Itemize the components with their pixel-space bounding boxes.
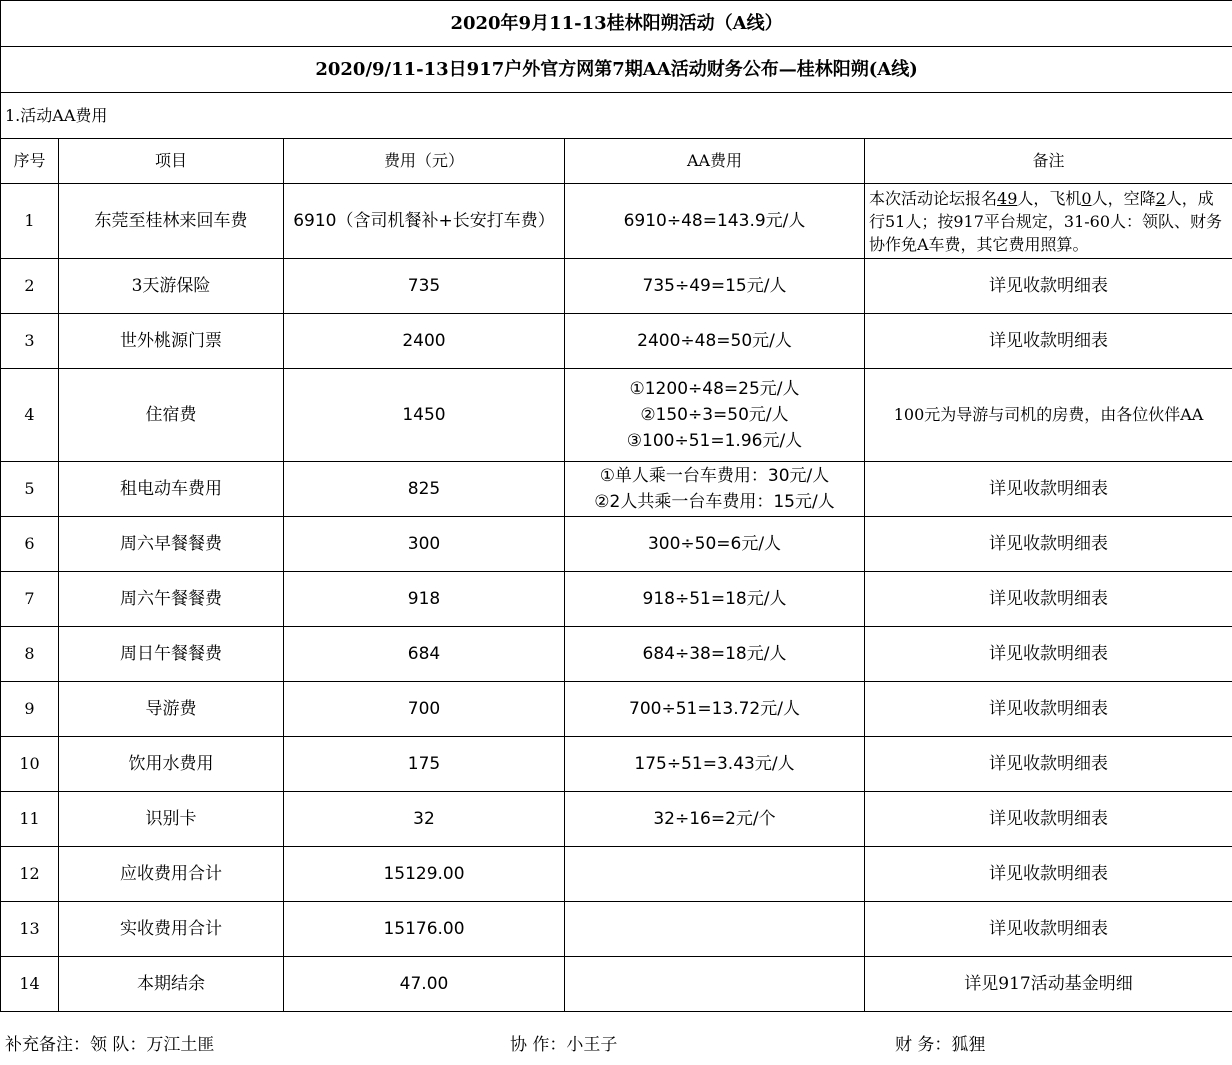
footer-notes <box>0 1018 1232 1065</box>
row-seq: 11 <box>1 792 59 847</box>
row-aa <box>565 259 865 314</box>
aa-line: 684÷38=18元/人 <box>642 644 787 664</box>
aa-line: 32÷16=2元/个 <box>653 809 776 829</box>
table-row <box>1 517 1232 572</box>
header-seq: 序号 <box>1 139 59 184</box>
row-item: 世外桃源门票 <box>59 314 284 369</box>
row-item: 导游费 <box>59 682 284 737</box>
row-seq: 14 <box>1 957 59 1012</box>
row-cost: 15129.00 <box>284 847 565 902</box>
row-seq: 1 <box>1 184 59 259</box>
header-cost: 费用（元） <box>284 139 565 184</box>
row-aa <box>565 572 865 627</box>
row-cost: 2400 <box>284 314 565 369</box>
row-seq: 3 <box>1 314 59 369</box>
table-row <box>1 572 1232 627</box>
row-aa <box>565 627 865 682</box>
row-note: 详见收款明细表 <box>865 314 1232 369</box>
row-item: 识别卡 <box>59 792 284 847</box>
footer-leader: 补充备注：领 队：万江土匪 <box>5 1035 215 1055</box>
table-row <box>1 682 1232 737</box>
header-item: 项目 <box>59 139 284 184</box>
row-item: 本期结余 <box>59 957 284 1012</box>
row-seq: 10 <box>1 737 59 792</box>
row-note: 详见收款明细表 <box>865 572 1232 627</box>
row-cost: 6910（含司机餐补+长安打车费） <box>284 184 565 259</box>
row-cost: 300 <box>284 517 565 572</box>
aa-line: 6910÷48=143.9元/人 <box>623 211 806 231</box>
table-row <box>1 792 1232 847</box>
plane-count: 0 <box>1081 188 1092 208</box>
row-note: 详见收款明细表 <box>865 737 1232 792</box>
row-cost: 918 <box>284 572 565 627</box>
aa-line: 300÷50=6元/人 <box>647 534 782 554</box>
aa-line: ③100÷51=1.96元/人 <box>626 431 803 451</box>
table-row <box>1 847 1232 902</box>
row-note: 详见收款明细表 <box>865 517 1232 572</box>
row-note <box>865 184 1232 259</box>
header-row <box>1 139 1232 184</box>
row-note: 详见收款明细表 <box>865 627 1232 682</box>
row-seq: 2 <box>1 259 59 314</box>
signup-count: 49 <box>997 188 1018 208</box>
aa-line: 735÷49=15元/人 <box>642 276 787 296</box>
table-row <box>1 627 1232 682</box>
table-row <box>1 314 1232 369</box>
row-seq: 9 <box>1 682 59 737</box>
table-row <box>1 184 1232 259</box>
row-aa <box>565 682 865 737</box>
aa-line: 2400÷48=50元/人 <box>637 331 792 351</box>
row-note: 详见收款明细表 <box>865 792 1232 847</box>
note-text: 人，成行51人；按917平台规定，31-60人：领队、财务协作免A车费，其它费用照算。 <box>869 188 1223 254</box>
row-seq: 13 <box>1 902 59 957</box>
row-aa <box>565 792 865 847</box>
sheet-subtitle: 2020/9/11-13日917户外官方网第7期AA活动财务公布—桂林阳朔(A线) <box>1 47 1232 93</box>
row-cost: 175 <box>284 737 565 792</box>
row-cost: 700 <box>284 682 565 737</box>
row-cost: 825 <box>284 462 565 517</box>
row-aa <box>565 517 865 572</box>
aa-line: 700÷51=13.72元/人 <box>629 699 800 719</box>
row-item: 3天游保险 <box>59 259 284 314</box>
aa-line: ①1200÷48=25元/人 <box>629 379 800 399</box>
row-note: 详见917活动基金明细 <box>865 957 1232 1012</box>
row-cost: 47.00 <box>284 957 565 1012</box>
footer-finance: 财 务：狐狸 <box>895 1035 986 1055</box>
row-aa <box>565 737 865 792</box>
table-row <box>1 957 1232 1012</box>
row-seq: 4 <box>1 369 59 462</box>
header-note: 备注 <box>865 139 1232 184</box>
row-seq: 5 <box>1 462 59 517</box>
row-item: 东莞至桂林来回车费 <box>59 184 284 259</box>
row-seq: 8 <box>1 627 59 682</box>
row-cost: 735 <box>284 259 565 314</box>
row-note: 详见收款明细表 <box>865 847 1232 902</box>
table-row <box>1 902 1232 957</box>
row-note: 详见收款明细表 <box>865 902 1232 957</box>
row-aa <box>565 462 865 517</box>
row-item: 周六早餐餐费 <box>59 517 284 572</box>
aa-line: ②2人共乘一台车费用：15元/人 <box>594 492 835 512</box>
aa-line: 175÷51=3.43元/人 <box>634 754 795 774</box>
row-note: 详见收款明细表 <box>865 259 1232 314</box>
row-seq: 7 <box>1 572 59 627</box>
row-cost: 15176.00 <box>284 902 565 957</box>
row-item: 租电动车费用 <box>59 462 284 517</box>
note-text: 人，飞机 <box>1017 188 1082 208</box>
row-aa <box>565 847 865 902</box>
row-aa <box>565 902 865 957</box>
aa-line: 918÷51=18元/人 <box>642 589 787 609</box>
row-item: 饮用水费用 <box>59 737 284 792</box>
row-item: 实收费用合计 <box>59 902 284 957</box>
drop-count: 2 <box>1155 188 1166 208</box>
row-note: 详见收款明细表 <box>865 682 1232 737</box>
row-aa <box>565 184 865 259</box>
row-seq: 6 <box>1 517 59 572</box>
row-note: 100元为导游与司机的房费，由各位伙伴AA <box>865 369 1232 462</box>
header-aa: AA费用 <box>565 139 865 184</box>
row-item: 周日午餐餐费 <box>59 627 284 682</box>
aa-line: ②150÷3=50元/人 <box>640 405 789 425</box>
row-item: 应收费用合计 <box>59 847 284 902</box>
row-seq: 12 <box>1 847 59 902</box>
row-note: 详见收款明细表 <box>865 462 1232 517</box>
row-aa <box>565 957 865 1012</box>
note-text: 人，空降 <box>1091 188 1156 208</box>
row-cost: 1450 <box>284 369 565 462</box>
footer-assist: 协 作：小王子 <box>510 1035 618 1055</box>
row-item: 周六午餐餐费 <box>59 572 284 627</box>
row-aa <box>565 369 865 462</box>
row-cost: 684 <box>284 627 565 682</box>
table-row <box>1 259 1232 314</box>
row-cost: 32 <box>284 792 565 847</box>
note-text: 本次活动论坛报名 <box>869 188 998 208</box>
sheet-title: 2020年9月11-13桂林阳朔活动（A线） <box>1 1 1232 47</box>
aa-line: ①单人乘一台车费用：30元/人 <box>599 466 830 486</box>
table-row <box>1 369 1232 462</box>
row-aa <box>565 314 865 369</box>
table-row <box>1 737 1232 792</box>
row-item: 住宿费 <box>59 369 284 462</box>
table-row <box>1 462 1232 517</box>
section-heading: 1.活动AA费用 <box>1 93 1232 139</box>
